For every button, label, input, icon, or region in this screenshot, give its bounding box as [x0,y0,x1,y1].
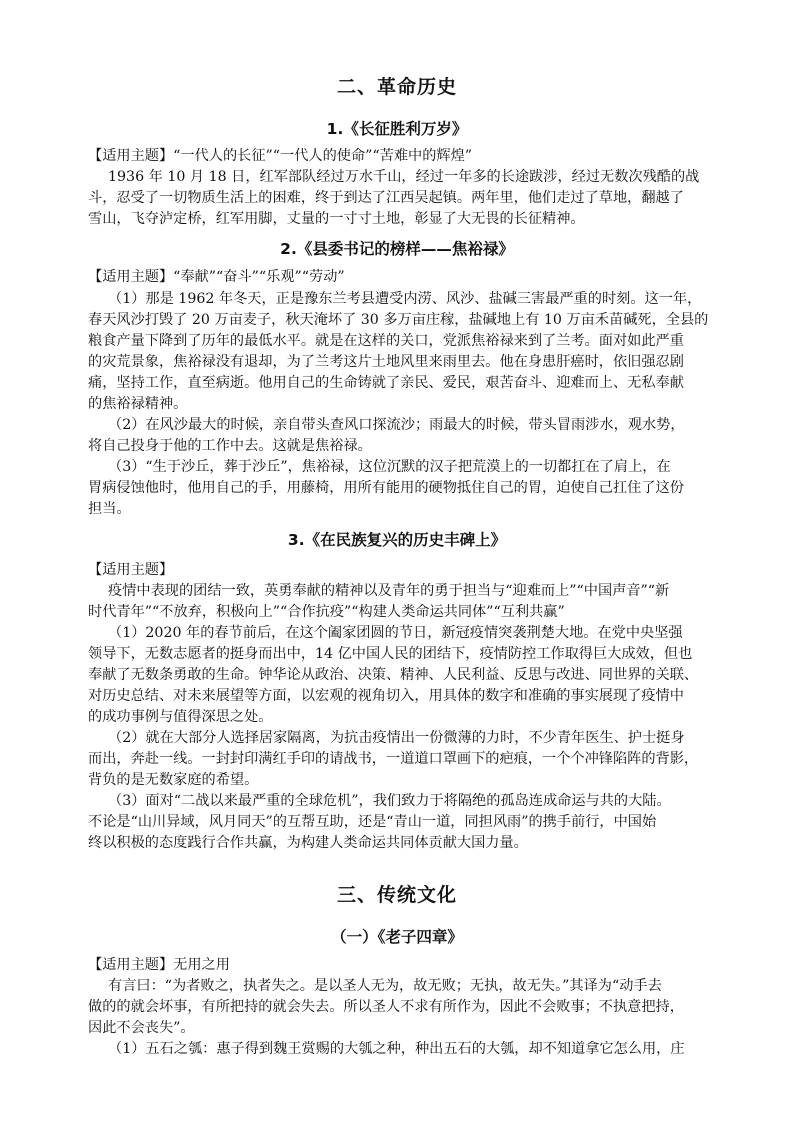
text-line: 因此不会丧失”。 [88,1020,195,1036]
article-title-national-rejuvenation: 3.《在民族复兴的历史丰碑上》 [287,531,507,549]
text-line: 痛，坚持工作，直至病逝。他用自己的生命铸就了亲民、爱民，艰苦奋斗、迎难而上、无私奉献 [88,375,684,391]
article-title-jiao-yulu: 2.《县委书记的榜样——焦裕禄》 [280,240,514,258]
text-line: （3）“生于沙丘，葬于沙丘”，焦裕禄，这位沉默的汉子把荒漠上的一切都扛在了肩上，在 [108,459,671,475]
text-line: 1936 年 10 月 18 日，红军部队经过万水千山，经过一年多的长途跋涉，经过无数次残酷的战 [108,169,700,185]
text-line: 而出，奔赴一线。一封封印满红手印的请战书，一道道口罩画下的疤痕，一个个冲锋陷阵的背影， [88,751,699,767]
text-line: 不论是“山川异域，风月同天”的互帮互助，还是“青山一道，同担风雨”的携手前行，中国始 [88,814,657,830]
article-title-long-march: 1.《长征胜利万岁》 [326,120,468,138]
text-line: （3）面对“二战以来最严重的全球危机”，我们致力于将隔绝的孤岛连成命运与共的大陆。 [108,793,671,809]
text-line: 终以积极的态度践行合作共赢，为构建人类命运共同体贡献大国力量。 [88,835,528,851]
text-line: 粮食产量下降到了历年的最低水平。就是在这样的关口，党派焦裕禄来到了兰考。面对如此严重 [88,333,684,349]
text-line: 做的的就会坏事，有所把持的就会失去。所以圣人不求有所作为，因此不会败事；不执意把持， [88,999,684,1015]
text-line: 春天风沙打毁了 20 万亩麦子，秋天淹坏了 30 多万亩庄稼，盐碱地上有 10 万亩禾苗碱死，全县的 [88,312,708,328]
text-line: 【适用主题】无用之用 [88,957,230,973]
text-line: 领导下，无数志愿者的挺身而出中，14 亿中国人民的团结下，疫情防控工作取得巨大成效，但也 [88,646,693,662]
text-line: 【适用主题】“一代人的长征”“一代人的使命”“苦难中的辉煌” [88,148,473,164]
text-line: 背负的是无数家庭的希望。 [88,772,259,788]
article-title-laozi: （一）《老子四章》 [331,928,463,946]
text-line: 的焦裕禄精神。 [88,396,188,412]
text-line: 对历史总结、对未来展望等方面，以宏观的视角切入，用具体的数字和准确的事实展现了疫情中 [88,688,684,704]
text-line: （2）在风沙最大的时候，亲自带头查风口探流沙；雨最大的时候，带头冒雨涉水，观水势， [108,417,685,433]
text-line: 奉献了无数条勇敢的生命。钟华论从政治、决策、精神、人民利益、反思与改进、同世界的关联、 [88,667,699,683]
text-line: 雪山，飞夺泸定桥，红军用脚，丈量的一寸寸土地，彰显了大无畏的长征精神。 [88,211,585,227]
text-line: （1）那是 1962 年冬天，正是豫东兰考县遭受内涝、风沙、盐碱三害最严重的时刻。这一年， [108,291,702,307]
text-line: 的成功事例与值得深思之处。 [88,709,273,725]
text-line: 时代青年”“不放弃，积极向上”“合作抗疫”“构建人类命运共同体”“互利共赢” [88,604,565,620]
text-line: 疫情中表现的团结一致，英勇奉献的精神以及青年的勇于担当与“迎难而上”“中国声音”“新 [108,583,670,599]
text-line: 【适用主题】“奉献”“奋斗”“乐观”“劳动” [88,269,345,285]
text-line: 【适用主题】 [88,562,174,578]
text-line: 的灾荒景象，焦裕禄没有退却，为了兰考这片土地风里来雨里去。他在身患肝癌时，依旧强忍剧 [88,354,684,370]
text-line: （1）五石之瓠：惠子得到魏王赏赐的大瓠之种，种出五石的大瓠，却不知道拿它怎么用，庄 [108,1041,685,1057]
section-title-traditional-culture: 三、传统文化 [336,884,457,906]
text-line: 担当。 [88,501,131,517]
text-line: （2）就在大部分人选择居家隔离，为抗击疫情出一份微薄的力时，不少青年医生、护士挺身 [108,730,685,746]
text-line: 斗，忍受了一切物质生活上的困难，终于到达了江西吴起镇。两年里，他们走过了草地，翻越了 [88,190,684,206]
text-line: 有言曰：“为者败之，执者失之。是以圣人无为，故无败；无执，故无失。”其译为“动手去 [108,978,662,994]
text-line: （1）2020 年的春节前后，在这个阖家团圆的节日，新冠疫情突袭荆楚大地。在党中央坚强 [108,625,683,641]
section-title-revolutionary-history: 二、革命历史 [336,76,457,98]
text-line: 将自己投身于他的工作中去。这就是焦裕禄。 [88,438,372,454]
text-line: 胃病侵蚀他时，他用自己的手，用藤椅，用所有能用的硬物抵住自己的胃，迫使自己扛住了这份 [88,480,684,496]
